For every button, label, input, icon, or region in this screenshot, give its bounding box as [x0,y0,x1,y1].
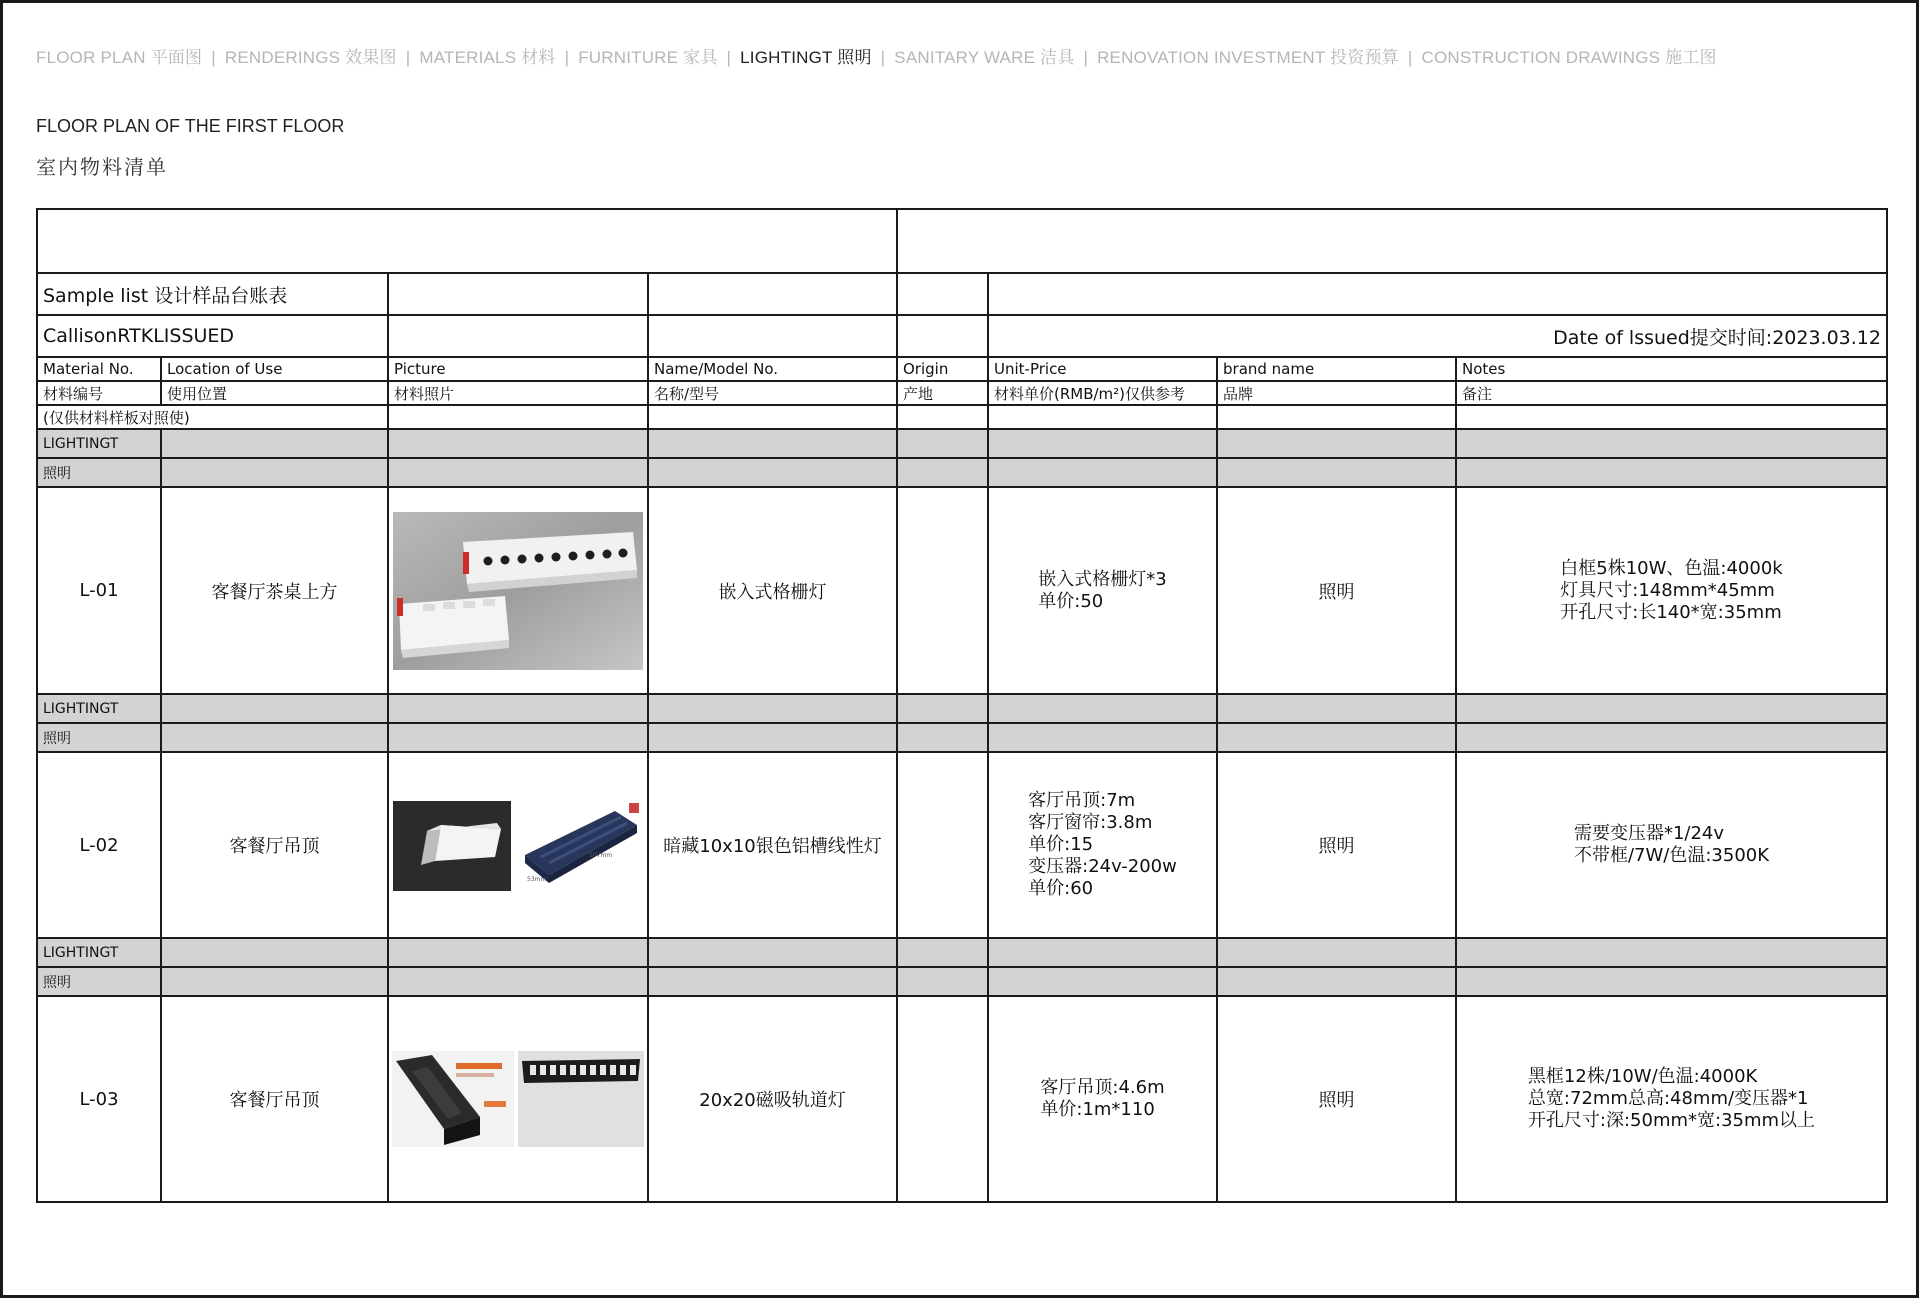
header-picture: Picture [388,357,648,381]
header-notes-cn: 备注 [1456,381,1887,405]
notes [1456,487,1887,694]
category-label-en: LIGHTINGT [37,429,161,458]
page-title-cn: 室内物料清单 [36,155,168,179]
price-line: 变压器:24v-200w [1028,856,1177,877]
note-line: 开孔尺寸:长140*宽:35mm [1560,601,1782,623]
note-line: 白框5株10W、色温:4000k [1560,557,1783,579]
category-label-en: LIGHTINGT [37,694,161,723]
location-of-use: 客餐厅吊顶 [161,752,388,938]
blank-cell [897,405,988,429]
location-of-use: 客餐厅吊顶 [161,996,388,1202]
note-line: 灯具尺寸:148mm*45mm [1560,579,1775,601]
header-name-model: Name/Model No. [648,357,897,381]
unit-price [988,752,1217,938]
blank-cell [388,315,648,357]
nav-sanitary-ware[interactable]: SANITARY WARE 洁具 [894,48,1075,67]
nav-separator: | [211,48,216,67]
name-model: 20x20磁吸轨道灯 [648,996,897,1202]
recessed-grille-light-image [393,512,643,670]
material-no: L-03 [37,996,161,1202]
origin [897,487,988,694]
sample-note: (仅供材料样板对照使) [37,405,388,429]
price-line: 客厅吊顶:7m [1028,790,1136,811]
header-unit-price: Unit-Price [988,357,1217,381]
header-origin: Origin [897,357,988,381]
material-photo [388,752,648,938]
unit-price [988,996,1217,1202]
category-row-cn [37,723,1887,752]
linear-light-transformer-image [393,795,643,895]
svg-text:307mm: 307mm [589,852,613,859]
blank-cell [897,315,988,357]
blank-cell [388,405,648,429]
category-row-en [37,694,1887,723]
nav-separator: | [405,48,411,67]
category-row-en [37,429,1887,458]
location-of-use: 客餐厅茶桌上方 [161,487,388,694]
price-line: 客厅窗帘:3.8m [1028,812,1153,833]
header-brand-cn: 品牌 [1217,381,1456,405]
material-photo [388,996,648,1202]
header-row-en [37,357,1887,381]
unit-price [988,487,1217,694]
nav-separator: | [564,48,570,67]
blank-cell [1456,405,1887,429]
category-row-cn [37,458,1887,487]
table-row [37,996,1887,1202]
header-location-cn: 使用位置 [161,381,388,405]
note-line: 不带框/7W/色温:3500K [1573,845,1770,866]
issuer-row [37,315,1887,357]
price-line: 单价:1m*110 [1040,1099,1155,1120]
price-line: 单价:15 [1028,834,1094,855]
header-picture-cn: 材料照片 [388,381,648,405]
category-row-en [37,938,1887,967]
table-row [37,487,1887,694]
nav-separator: | [1083,48,1089,67]
nav-separator: | [726,48,732,67]
sample-list-row [37,273,1887,315]
header-unit-price-cn: 材料单价(RMB/m²)仅供参考 [988,381,1217,405]
header-name-model-cn: 名称/型号 [648,381,897,405]
name-model: 暗藏10x10银色铝槽线性灯 [648,752,897,938]
blank-cell [648,273,897,315]
header-material-no-cn: 材料编号 [37,381,161,405]
nav-separator: | [880,48,886,67]
category-label-cn: 照明 [37,458,161,487]
material-no: L-01 [37,487,161,694]
nav-floor-plan[interactable]: FLOOR PLAN 平面图 [36,48,203,67]
blank-cell [648,405,897,429]
header-brand: brand name [1217,357,1456,381]
note-row [37,405,1887,429]
note-line: 需要变压器*1/24v [1573,823,1725,844]
blank-cell [388,273,648,315]
brand-name: 照明 [1217,752,1456,938]
category-label-cn: 照明 [37,967,161,996]
nav-renovation-investment[interactable]: RENOVATION INVESTMENT 投资预算 [1097,48,1399,67]
blank-cell [988,405,1217,429]
blank-cell [1217,405,1456,429]
category-label-cn: 照明 [37,723,161,752]
blank-cell [988,273,1887,315]
issuer-name: CallisonRTKLISSUED [37,315,388,357]
price-line: 单价:50 [1038,590,1104,612]
note-line: 黑框12株/10W/色温:4000K [1527,1066,1758,1087]
material-list-table [36,208,1888,1203]
price-line: 客厅吊顶:4.6m [1040,1077,1165,1098]
price-line: 单价:60 [1028,878,1094,899]
brand-name: 照明 [1217,487,1456,694]
category-row-cn [37,967,1887,996]
table-top-row [37,209,1887,273]
svg-text:53mm: 53mm [527,876,547,883]
notes [1456,752,1887,938]
magnetic-track-light-image [392,1051,644,1147]
category-label-en: LIGHTINGT [37,938,161,967]
top-right-blank-cell [897,209,1887,273]
origin [897,752,988,938]
document-page [3,3,1916,1295]
nav-construction-drawings[interactable]: CONSTRUCTION DRAWINGS 施工图 [1421,48,1717,67]
sample-list-title: Sample list 设计样品台账表 [37,273,388,315]
price-line: 嵌入式格栅灯*3 [1038,568,1167,590]
nav-lighting[interactable]: LIGHTINGT 照明 [740,48,872,67]
page-title-en: FLOOR PLAN OF THE FIRST FLOOR [36,116,345,136]
issue-date: Date of lssued提交时间:2023.03.12 [988,315,1887,357]
origin [897,996,988,1202]
header-row-cn [37,381,1887,405]
nav-renderings[interactable]: RENDERINGS 效果图 [224,48,397,67]
blank-cell [897,273,988,315]
nav-furniture[interactable]: FURNITURE 家具 [578,48,718,67]
material-no: L-02 [37,752,161,938]
note-line: 总宽:72mm总高:48mm/变压器*1 [1527,1088,1809,1109]
nav-separator: | [1407,48,1413,67]
material-photo [388,487,648,694]
table-row [37,752,1887,938]
top-navigation [36,43,1717,68]
header-notes: Notes [1456,357,1887,381]
top-left-blank-cell [37,209,897,273]
header-material-no: Material No. [37,357,161,381]
notes [1456,996,1887,1202]
header-location: Location of Use [161,357,388,381]
brand-name: 照明 [1217,996,1456,1202]
blank-cell [648,315,897,357]
nav-materials[interactable]: MATERIALS 材料 [419,48,556,67]
name-model: 嵌入式格栅灯 [648,487,897,694]
header-origin-cn: 产地 [897,381,988,405]
note-line: 开孔尺寸:深:50mm*宽:35mm以上 [1527,1110,1816,1131]
